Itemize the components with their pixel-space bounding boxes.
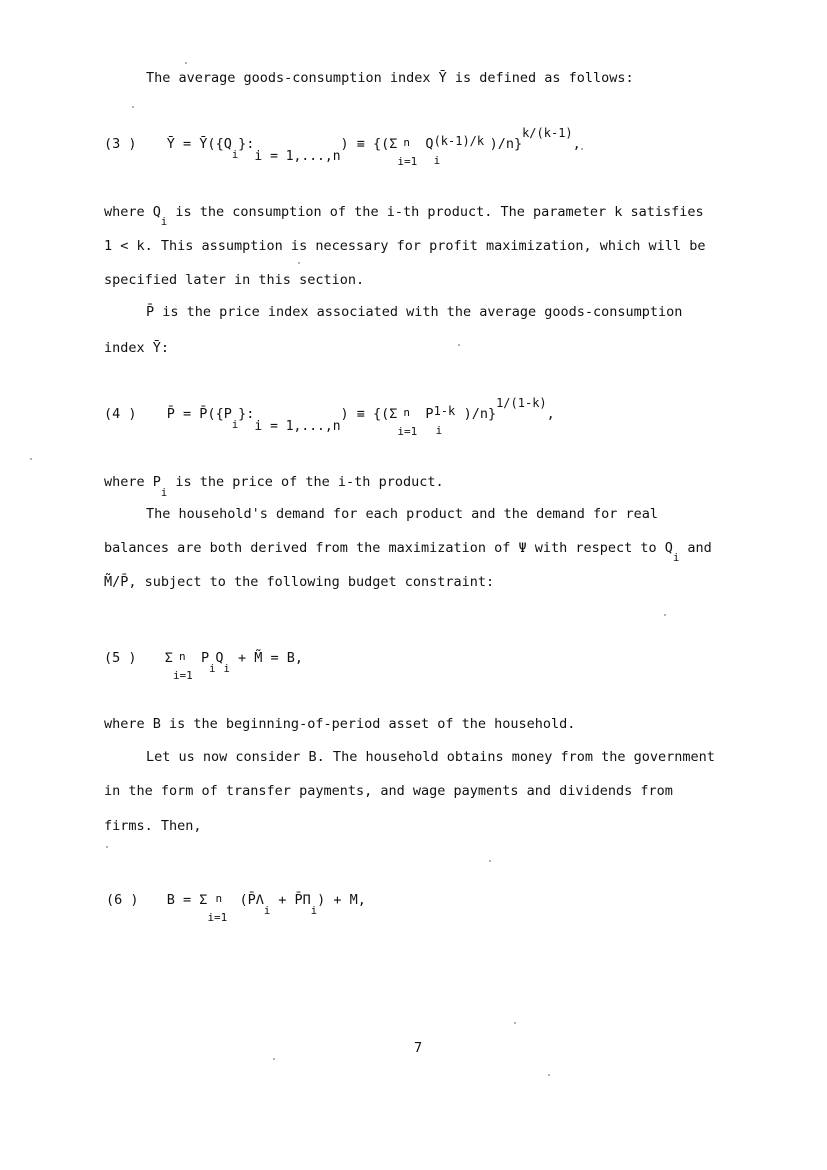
eq3-q-sub: i [433,154,441,167]
eq4-number: (4 ) [104,406,137,422]
eq4-exp1: 1-k [433,404,456,418]
para2-line2: index Ȳ: [104,340,170,356]
scan-speck [298,262,300,264]
page-number: 7 [414,1040,423,1056]
para6-line2: in the form of transfer payments, and wage payments and dividends from [104,783,673,799]
scan-speck [132,106,134,108]
eq3-exp1: (k-1)/k [433,134,485,148]
para1-line1-a: where Q [104,204,161,220]
para3-line1 [104,474,444,499]
eq3-exp2: k/(k-1) [522,125,573,140]
para3-line1-b: is the price of the i-th product. [175,474,444,490]
para5-line1: where B is the beginning-of-period asset of the household. [104,716,576,732]
equation-4 [104,395,555,438]
eq6-pi-sub: i [310,904,318,917]
eq3-sub-i: i [231,148,239,161]
eq4-mid: }: [238,406,255,422]
para3-sub-i: i [160,486,168,499]
para4-line2-b: and [687,540,712,556]
para4-line1: The household's demand for each product and the demand for real [146,506,659,522]
eq6-plus: + P̄Π [270,892,311,908]
eq5-sum-upper: n [178,650,186,663]
eq6-lambda-sub: i [263,904,271,917]
eq6-rest: ) + M, [317,892,366,908]
para6-line1: Let us now consider B. The household obtains money from the government [146,749,715,765]
para4-line3: M̃/P̄, subject to the following budget constraint: [104,574,495,590]
equation-5 [104,650,304,682]
scan-speck [664,614,666,616]
para4-line2-a: balances are both derived from the maximization of Ψ with respect to Q [104,540,673,556]
para6-line3: firms. Then, [104,818,202,834]
eq3-sum-lower: i=1 [397,155,418,168]
eq4-p-sub: i [435,424,443,437]
eq4-rhs: ) ≡ {(Σ [340,406,398,422]
eq6-sum-upper: n [215,892,223,905]
eq3-rhs: ) ≡ {(Σ [340,136,398,152]
para4-line2 [104,540,712,564]
eq3-lhs: Ȳ = Ȳ({Q [166,136,232,152]
scan-speck [106,846,108,848]
eq3-range: i = 1,...,n [254,148,341,164]
eq4-lhs: P̄ = P̄({P [166,406,232,422]
scan-speck [273,1058,275,1060]
scan-speck [514,1022,516,1024]
eq6-sum-lower: i=1 [207,911,228,924]
eq3-sum-upper: n [403,136,411,149]
eq4-tail: )/n} [463,406,497,422]
equation-6 [106,892,366,924]
scan-speck [548,1074,550,1076]
eq4-p: P [425,406,434,422]
para4-sub-i: i [672,551,680,564]
para1-line1 [104,204,704,228]
eq3-number: (3 ) [104,136,137,152]
eq4-exp2: 1/(1-k) [496,395,547,410]
eq5-p-sub: i [209,662,216,675]
scan-speck [458,344,460,346]
scan-speck [489,860,491,862]
intro-line: The average goods-consumption index Ȳ is defined as follows: [146,70,634,86]
eq5-q-sub: i [223,662,230,675]
eq5-number: (5 ) [104,650,137,666]
scan-speck [185,62,187,64]
para3-line1-a: where P [104,474,161,490]
eq5-sum-lower: i=1 [172,669,193,682]
eq4-sum-lower: i=1 [397,425,418,438]
para1-line3: specified later in this section. [104,272,365,288]
equation-3 [104,125,581,168]
eq3-mid: }: [238,136,255,152]
eq4-sum-upper: n [403,406,411,419]
eq4-sub-i: i [231,418,239,431]
eq3-end: , [572,136,581,152]
eq6-number: (6 ) [106,892,139,908]
para1-line2: 1 < k. This assumption is necessary for profit maximization, which will be [104,238,706,254]
eq5-rest: + M̃ = B, [238,650,304,666]
para1-sub-i: i [160,215,168,228]
eq6-body: (P̄Λ [239,892,264,908]
eq5-q: Q [215,650,224,666]
para2-line1: P̄ is the price index associated with the average goods-consumption [146,304,683,320]
scan-speck [581,148,583,150]
eq5-p: P [200,650,210,666]
scan-speck [30,458,32,460]
eq3-tail: )/n} [489,136,523,152]
eq6-lhs: B = Σ [166,892,208,908]
eq4-range: i = 1,...,n [254,418,341,434]
eq4-end: , [546,406,555,422]
para1-line1-b: is the consumption of the i-th product. The parameter k satisfies [175,204,704,220]
eq5-sigma: Σ [164,650,173,666]
eq3-q: Q [425,136,434,152]
